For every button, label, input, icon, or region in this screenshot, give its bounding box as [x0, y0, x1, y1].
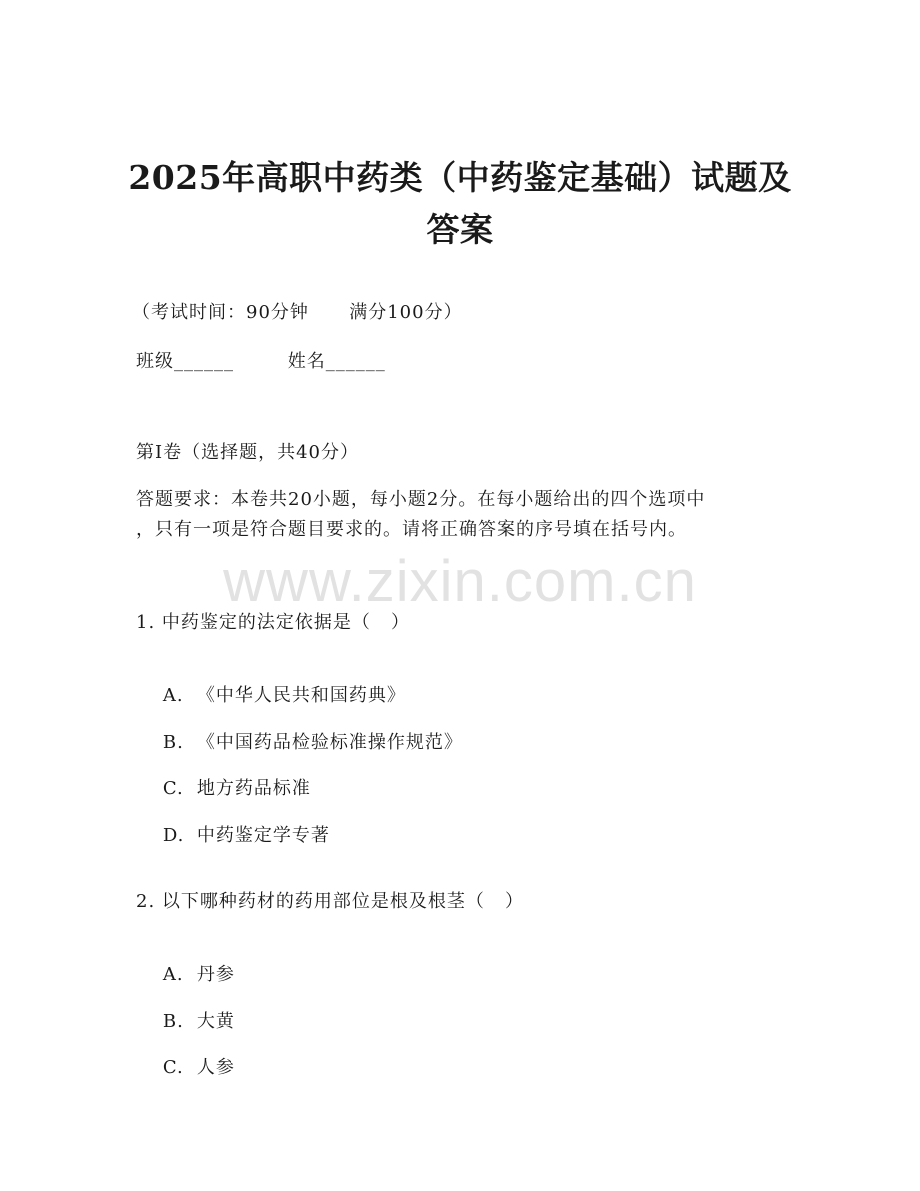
option-text: 《中国药品检验标准操作规范》	[196, 732, 463, 753]
document-title	[90, 152, 830, 256]
instructions-line-1: 答题要求：本卷共20小题，每小题2分。在每小题给出的四个选项中	[136, 489, 706, 510]
option-text: 大黄	[196, 1011, 235, 1032]
option-item	[136, 797, 330, 875]
option-item	[136, 1029, 235, 1107]
option-text: 丹参	[196, 964, 235, 985]
option-text: 地方药品标准	[196, 778, 311, 799]
watermark: www.zixin.com.cn	[223, 549, 697, 614]
option-letter: C.	[162, 778, 184, 799]
section-title: 第I卷（选择题，共40分）	[136, 442, 360, 463]
instructions-line-2: ，只有一项是符合题目要求的。请将正确答案的序号填在括号内。	[136, 519, 687, 540]
option-letter: C.	[162, 1057, 184, 1078]
question-stem: 1. 中药鉴定的法定依据是（ ）	[136, 612, 411, 633]
option-letter: D.	[162, 825, 185, 846]
title-line-2: 答案	[426, 210, 494, 249]
exam-info: （考试时间：90分钟 满分100分）	[132, 302, 463, 323]
option-letter: A.	[162, 685, 184, 706]
option-text: 中药鉴定学专著	[196, 825, 330, 846]
option-letter: B.	[162, 732, 184, 753]
class-name-line: 班级______ 姓名______	[136, 351, 386, 372]
title-line-1: 2025年高职中药类（中药鉴定基础）试题及	[128, 158, 792, 197]
option-letter: A.	[162, 964, 184, 985]
option-letter: B.	[162, 1011, 184, 1032]
question-stem: 2. 以下哪种药材的药用部位是根及根茎（ ）	[136, 891, 525, 912]
option-text: 人参	[196, 1057, 235, 1078]
option-text: 《中华人民共和国药典》	[196, 685, 406, 706]
